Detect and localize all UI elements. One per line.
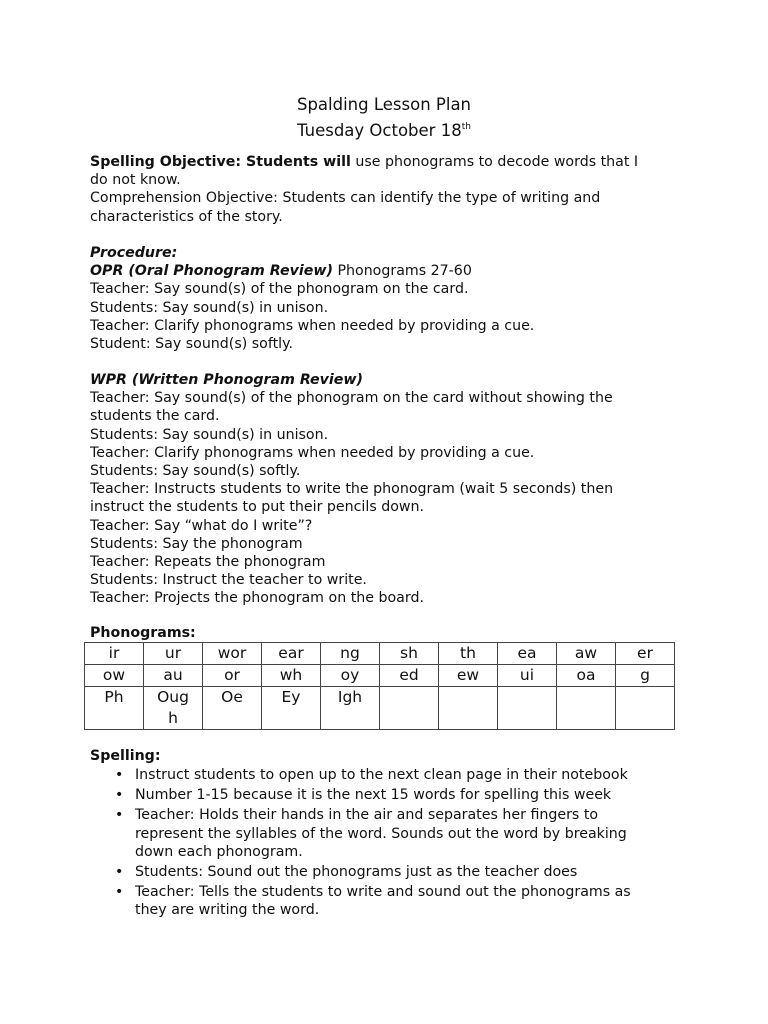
phonogram-cell: wor: [203, 643, 262, 665]
wpr-steps: [90, 389, 690, 607]
spelling-step-line: down each phonogram.: [135, 843, 303, 860]
objectives-section: [90, 153, 690, 226]
bullet-icon: •: [115, 884, 124, 901]
phonogram-cell: sh: [380, 643, 439, 665]
spelling-step-line: Teacher: Holds their hands in the air and separates her fingers to: [135, 807, 599, 824]
phonogram-cell: ir: [85, 643, 144, 665]
wpr-section: [90, 371, 690, 608]
phonogram-cell: er: [616, 643, 675, 665]
spelling-step-line: Students: Sound out the phonograms just as the teacher does: [135, 864, 578, 881]
phonogram-table: [84, 642, 675, 730]
comprehension-objective: Comprehension Objective: Students can identify the type of writing and: [90, 190, 601, 207]
comprehension-objective-cont: characteristics of the story.: [90, 208, 283, 225]
opr-step-line: Teacher: Say sound(s) of the phonogram on the card.: [90, 281, 469, 298]
spelling-step-line: Number 1-15 because it is the next 15 words for spelling this week: [135, 787, 612, 804]
phonogram-cell: Ey: [262, 687, 321, 730]
phonogram-cell: [557, 687, 616, 730]
phonogram-row: [85, 665, 675, 687]
opr-range: Phonograms 27-60: [332, 263, 472, 280]
bullet-icon: •: [115, 767, 124, 783]
title-date: Tuesday October 18: [297, 121, 462, 140]
phonogram-cell: ea: [498, 643, 557, 665]
phonogram-cell: th: [439, 643, 498, 665]
phonogram-cell: oa: [557, 665, 616, 687]
phonogram-row: [85, 643, 675, 665]
spelling-step: [90, 863, 690, 881]
phonogram-cell: au: [144, 665, 203, 687]
opr-step-line: Teacher: Clarify phonograms when needed by providing a cue.: [90, 317, 535, 334]
opr-label: OPR (Oral Phonogram Review): [90, 263, 333, 280]
procedure-heading: Procedure:: [90, 245, 178, 261]
wpr-step-line: Teacher: Say sound(s) of the phonogram on the card without showing the: [90, 390, 613, 407]
opr-step-line: Students: Say sound(s) in unison.: [90, 299, 329, 316]
phonogram-cell: [616, 687, 675, 730]
phonogram-cell: [439, 687, 498, 730]
phonogram-cell: ng: [321, 643, 380, 665]
spelling-step: [90, 883, 690, 919]
spelling-objective-text: use phonograms to decode words that I: [350, 154, 639, 170]
phonogram-row: [85, 687, 675, 730]
spelling-step: [90, 766, 690, 784]
phonogram-cell: Oe: [203, 687, 262, 730]
phonogram-cell: or: [203, 665, 262, 687]
phonogram-cell: [380, 687, 439, 730]
bullet-icon: •: [115, 864, 124, 881]
wpr-step-line: Students: Say sound(s) softly.: [90, 463, 301, 480]
phonogram-cell: ui: [498, 665, 557, 687]
wpr-step-line: Teacher: Say “what do I write”?: [90, 517, 313, 534]
wpr-step-line: students the card.: [90, 408, 220, 425]
procedure-section: [90, 244, 690, 353]
bullet-icon: •: [115, 787, 124, 804]
spelling-objective-label: Spelling Objective: Students will: [90, 154, 351, 170]
spelling-step: [90, 806, 690, 861]
phonogram-cell: aw: [557, 643, 616, 665]
spelling-steps-list: [90, 766, 690, 922]
wpr-step-line: Teacher: Clarify phonograms when needed by providing a cue.: [90, 444, 535, 461]
spelling-heading: Spelling:: [90, 748, 161, 764]
wpr-step-line: instruct the students to put their pencils down.: [90, 499, 425, 516]
wpr-step-line: Students: Say sound(s) in unison.: [90, 426, 329, 443]
phonogram-cell: Oug h: [144, 687, 203, 730]
wpr-step-line: Teacher: Instructs students to write the phonogram (wait 5 seconds) then: [90, 481, 614, 498]
spelling-objective: [90, 153, 690, 171]
phonogram-cell: oy: [321, 665, 380, 687]
spelling-step-line: Instruct students to open up to the next clean page in their notebook: [135, 767, 628, 783]
spelling-step-line: represent the syllables of the word. Sounds out the word by breaking: [135, 825, 627, 842]
phonogram-cell: Igh: [321, 687, 380, 730]
phonogram-cell: ur: [144, 643, 203, 665]
phonogram-cell: wh: [262, 665, 321, 687]
wpr-step-line: Teacher: Projects the phonogram on the board.: [90, 590, 424, 607]
phonogram-cell: ew: [439, 665, 498, 687]
phonogram-cell: Ph: [85, 687, 144, 730]
spelling-step-line: they are writing the word.: [135, 902, 320, 919]
title-date-suffix: th: [461, 122, 471, 132]
bullet-icon: •: [115, 807, 124, 824]
opr-heading: [90, 262, 690, 280]
wpr-step-line: Students: Instruct the teacher to write.: [90, 572, 367, 589]
phonograms-heading: Phonograms:: [90, 625, 196, 641]
wpr-step-line: Students: Say the phonogram: [90, 535, 303, 552]
title-line-1: Spalding Lesson Plan: [296, 95, 472, 114]
phonogram-cell: ow: [85, 665, 144, 687]
phonogram-cell: ear: [262, 643, 321, 665]
opr-step-line: Student: Say sound(s) softly.: [90, 336, 293, 353]
phonogram-cell: [498, 687, 557, 730]
wpr-heading: WPR (Written Phonogram Review): [90, 372, 364, 388]
lesson-title: [0, 94, 768, 142]
phonogram-cell: g: [616, 665, 675, 687]
title-line-2: [0, 116, 768, 142]
phonogram-cell: ed: [380, 665, 439, 687]
spelling-step-line: Teacher: Tells the students to write and sound out the phonograms as: [135, 884, 631, 901]
opr-steps: [90, 280, 690, 353]
wpr-step-line: Teacher: Repeats the phonogram: [90, 554, 326, 571]
spelling-objective-cont: do not know.: [90, 172, 181, 189]
spelling-step: [90, 786, 690, 804]
